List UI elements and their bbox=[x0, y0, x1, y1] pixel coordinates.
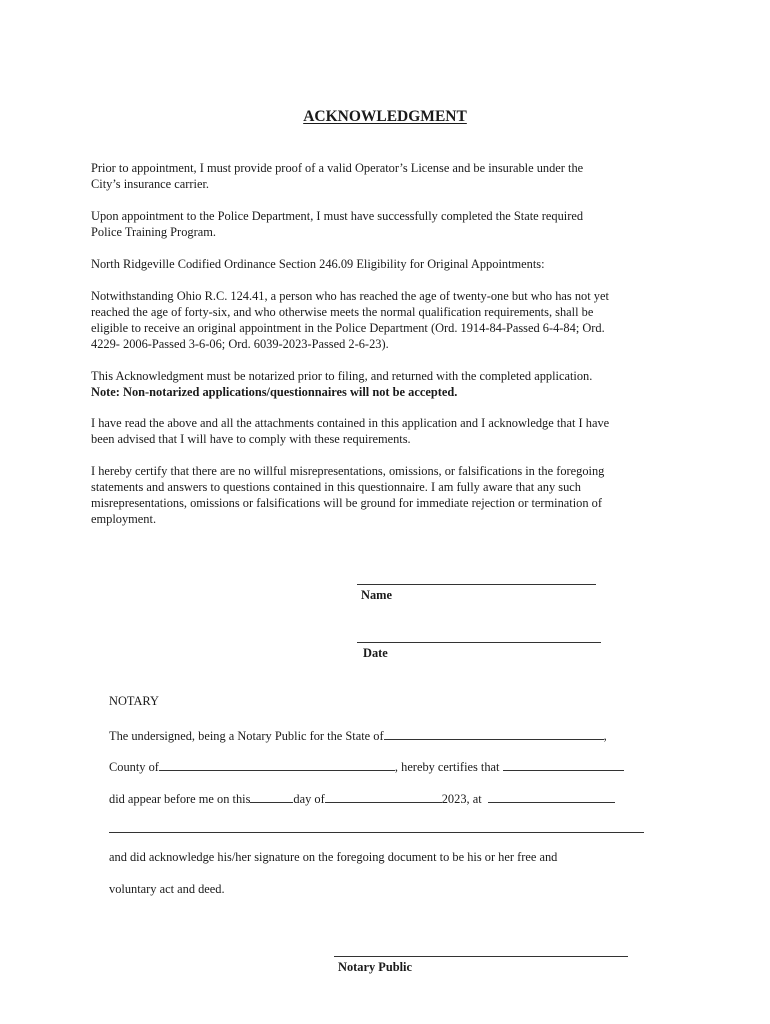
notary-year-text: 2023, at bbox=[441, 792, 482, 806]
notary-certifies-text: , hereby certifies that bbox=[394, 760, 500, 774]
paragraph-line: This Acknowledgment must be notarized prior to filing, and returned with the completed application. bbox=[91, 369, 593, 383]
state-blank[interactable] bbox=[384, 728, 604, 740]
paragraph-notarization bbox=[91, 368, 687, 400]
paragraph-training bbox=[91, 208, 687, 240]
notary-day-of-text: day of bbox=[293, 792, 325, 806]
paragraph-line: I hereby certify that there are no willful misrepresentations, omissions, or falsifications in the foregoing bbox=[91, 464, 605, 478]
notary-acknowledge-text: and did acknowledge his/her signature on the foregoing document to be his or her free and bbox=[109, 850, 558, 864]
notary-state-text: The undersigned, being a Notary Public for the State of bbox=[109, 729, 384, 743]
notary-full-line[interactable] bbox=[109, 832, 644, 833]
notary-state-row bbox=[109, 728, 607, 744]
notary-voluntary-text: voluntary act and deed. bbox=[109, 882, 225, 896]
notary-appear-text: did appear before me on this bbox=[109, 792, 251, 806]
day-blank[interactable] bbox=[250, 791, 293, 803]
notary-appear-row bbox=[109, 791, 615, 807]
notary-heading: NOTARY bbox=[109, 694, 159, 708]
paragraph-line: statements and answers to questions contained in this questionnaire. I am fully aware that any such bbox=[91, 480, 581, 494]
notary-county-text: County of bbox=[109, 760, 159, 774]
name-label: Name bbox=[361, 588, 392, 602]
date-signature-line[interactable] bbox=[357, 642, 601, 643]
paragraph-eligibility bbox=[91, 288, 687, 352]
paragraph-ordinance bbox=[91, 256, 687, 272]
paragraph-line: North Ridgeville Codified Ordinance Section 246.09 Eligibility for Original Appointments: bbox=[91, 257, 545, 271]
paragraph-line: been advised that I will have to comply with these requirements. bbox=[91, 432, 411, 446]
county-blank[interactable] bbox=[159, 759, 395, 771]
paragraph-line: employment. bbox=[91, 512, 157, 526]
paragraph-line: City’s insurance carrier. bbox=[91, 177, 210, 191]
notarization-note: Note: Non-notarized applications/questionnaires will not be accepted. bbox=[91, 385, 458, 399]
document-title: ACKNOWLEDGMENT bbox=[303, 108, 467, 125]
notary-signature-line[interactable] bbox=[334, 956, 628, 957]
paragraph-line: Notwithstanding Ohio R.C. 124.41, a person who has reached the age of twenty-one but who has not yet bbox=[91, 289, 609, 303]
month-blank[interactable] bbox=[325, 791, 442, 803]
paragraph-line: reached the age of forty-six, and who otherwise meets the normal qualification requirements, shall be bbox=[91, 305, 594, 319]
notary-state-suffix: , bbox=[603, 729, 607, 743]
date-label: Date bbox=[363, 646, 388, 660]
paragraph-line: I have read the above and all the attachments contained in this application and I acknowledge that I have bbox=[91, 416, 610, 430]
paragraph-line: eligible to receive an original appointment in the Police Department (Ord. 1914-84-Passed 6-4-84; Ord. bbox=[91, 321, 605, 335]
certified-person-blank[interactable] bbox=[503, 759, 624, 771]
name-signature-line[interactable] bbox=[357, 584, 596, 585]
paragraph-line: Upon appointment to the Police Department, I must have successfully completed the State required bbox=[91, 209, 584, 223]
notary-public-label: Notary Public bbox=[338, 960, 412, 974]
paragraph-line: Police Training Program. bbox=[91, 225, 216, 239]
location-blank[interactable] bbox=[488, 791, 615, 803]
paragraph-line: misrepresentations, omissions or falsifications will be ground for immediate rejection or termination of bbox=[91, 496, 602, 510]
paragraph-certify bbox=[91, 463, 687, 527]
paragraph-line: Prior to appointment, I must provide proof of a valid Operator’s License and be insurable under the bbox=[91, 161, 584, 175]
notary-county-row bbox=[109, 759, 624, 775]
paragraph-license bbox=[91, 160, 687, 192]
paragraph-line: 4229- 2006-Passed 3-6-06; Ord. 6039-2023-Passed 2-6-23). bbox=[91, 337, 389, 351]
paragraph-read-acknowledge bbox=[91, 415, 687, 447]
